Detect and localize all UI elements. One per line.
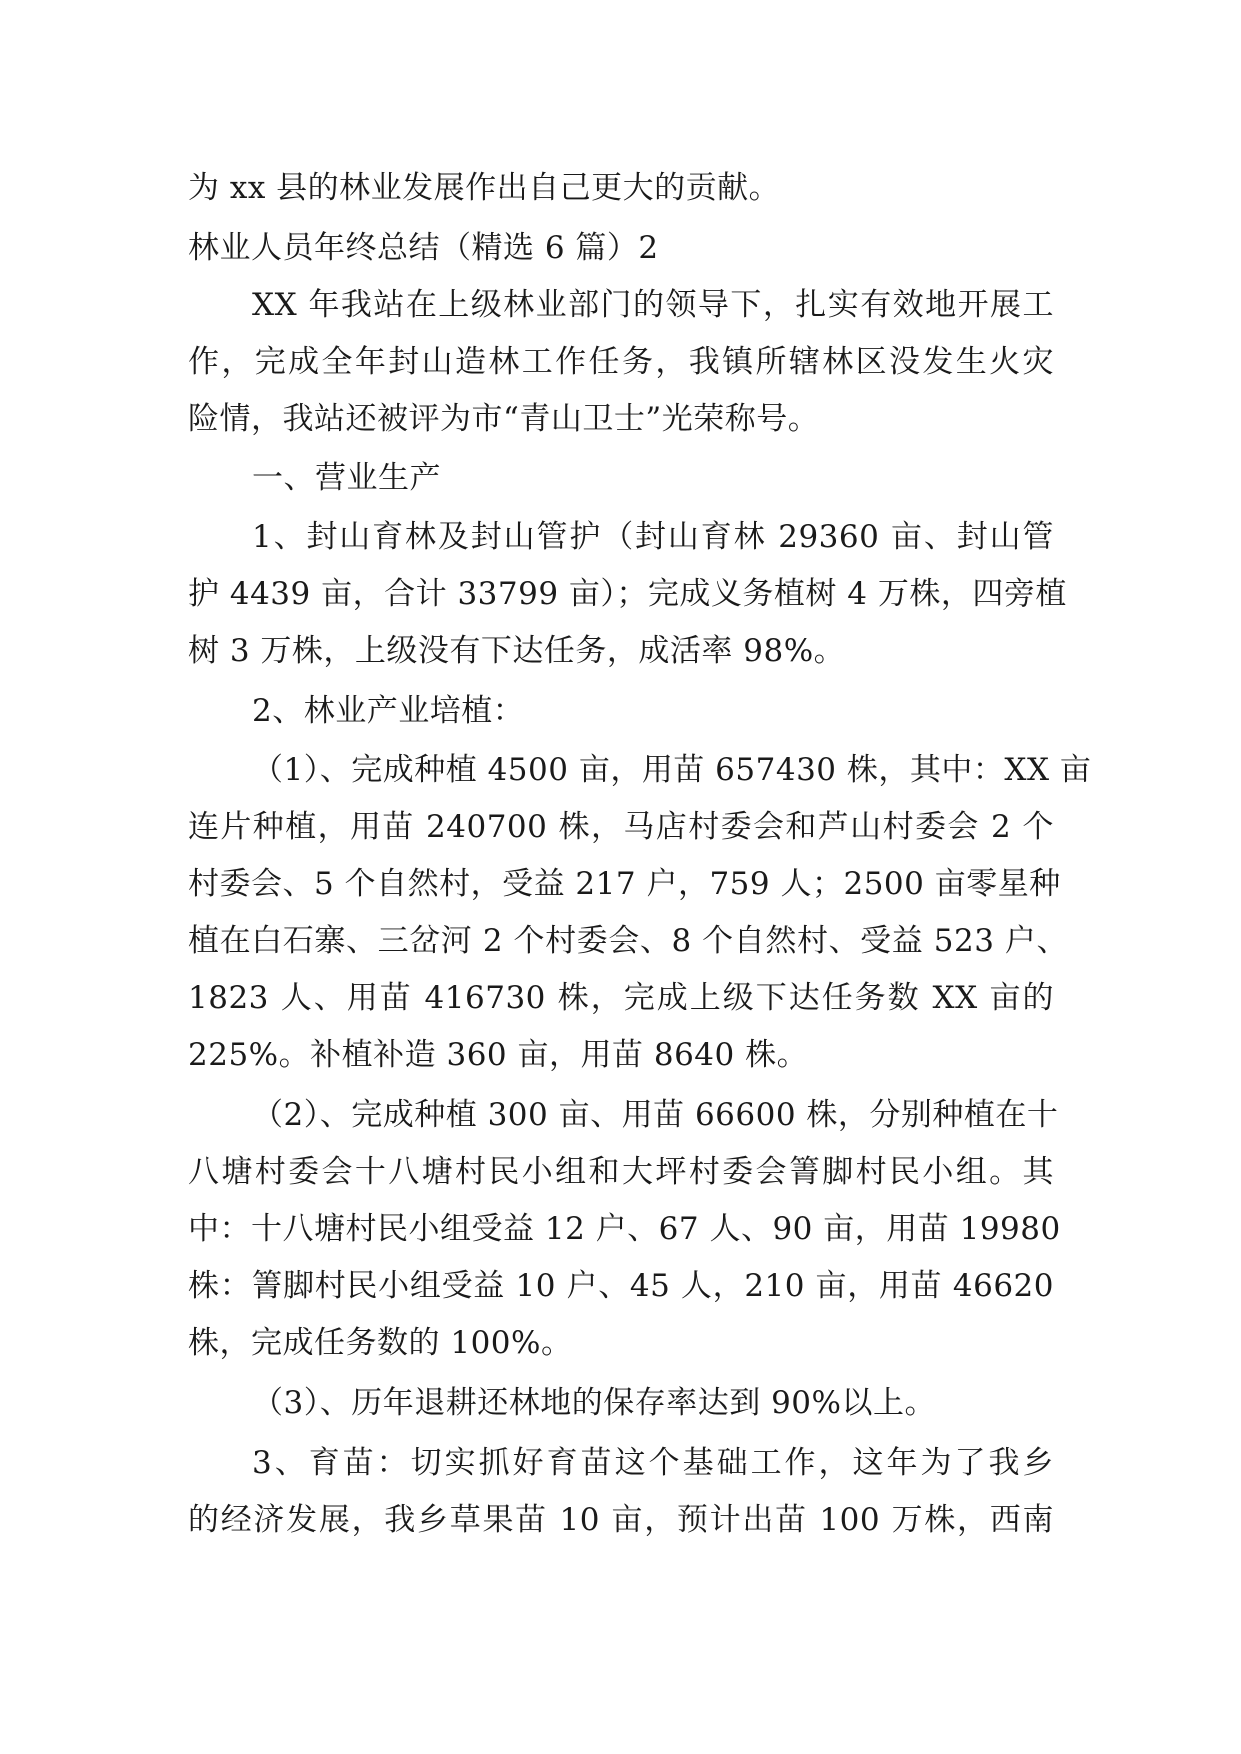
subheading-1: 一、营业生产 bbox=[252, 460, 441, 496]
paragraph-line-13: 村委会、5 个自然村，受益 217 户，759 人；2500 亩零星种 bbox=[188, 866, 1061, 902]
paragraph-line-14: 植在白石寨、三岔河 2 个村委会、8 个自然村、受益 523 户、 bbox=[188, 923, 1068, 959]
paragraph-line-24: 的经济发展，我乡草果苗 10 亩，预计出苗 100 万株，西南 bbox=[188, 1502, 1054, 1538]
paragraph-line-11: （1）、完成种植 4500 亩，用苗 657430 株，其中：XX 亩 bbox=[252, 752, 1092, 788]
subheading-2: 2、林业产业培植： bbox=[252, 693, 525, 729]
paragraph-line-8: 护 4439 亩，合计 33799 亩）；完成义务植树 4 万株，四旁植 bbox=[188, 576, 1067, 612]
paragraph-line-5: 险情，我站还被评为市“青山卫士”光荣称号。 bbox=[188, 401, 820, 437]
paragraph-line-9: 树 3 万株，上级没有下达任务，成活率 98%。 bbox=[188, 633, 846, 669]
paragraph-line-3: XX 年我站在上级林业部门的领导下，扎实有效地开展工 bbox=[252, 287, 1054, 323]
paragraph-line-1: 为 xx 县的林业发展作出自己更大的贡献。 bbox=[188, 170, 781, 206]
paragraph-line-17: （2）、完成种植 300 亩、用苗 66600 株，分别种植在十 bbox=[252, 1097, 1059, 1133]
paragraph-line-19: 中：十八塘村民小组受益 12 户、67 人、90 亩，用苗 19980 bbox=[188, 1211, 1061, 1247]
paragraph-line-21: 株，完成任务数的 100%。 bbox=[188, 1325, 573, 1361]
paragraph-line-18: 八塘村委会十八塘村民小组和大坪村委会箐脚村民小组。其 bbox=[188, 1154, 1054, 1190]
paragraph-line-20: 株：箐脚村民小组受益 10 户、45 人，210 亩，用苗 46620 bbox=[188, 1268, 1054, 1304]
paragraph-line-22: （3）、历年退耕还林地的保存率达到 90%以上。 bbox=[252, 1385, 936, 1421]
paragraph-line-12: 连片种植，用苗 240700 株，马店村委会和芦山村委会 2 个 bbox=[188, 809, 1054, 845]
paragraph-line-16: 225%。补植补造 360 亩，用苗 8640 株。 bbox=[188, 1037, 809, 1073]
paragraph-line-4: 作，完成全年封山造林工作任务，我镇所辖林区没发生火灾 bbox=[188, 344, 1054, 380]
section-heading: 林业人员年终总结（精选 6 篇）2 bbox=[188, 230, 659, 266]
paragraph-line-23: 3、育苗：切实抓好育苗这个基础工作，这年为了我乡 bbox=[252, 1445, 1054, 1481]
paragraph-line-15: 1823 人、用苗 416730 株，完成上级下达任务数 XX 亩的 bbox=[188, 980, 1054, 1016]
paragraph-line-7: 1、封山育林及封山管护（封山育林 29360 亩、封山管 bbox=[252, 519, 1054, 555]
